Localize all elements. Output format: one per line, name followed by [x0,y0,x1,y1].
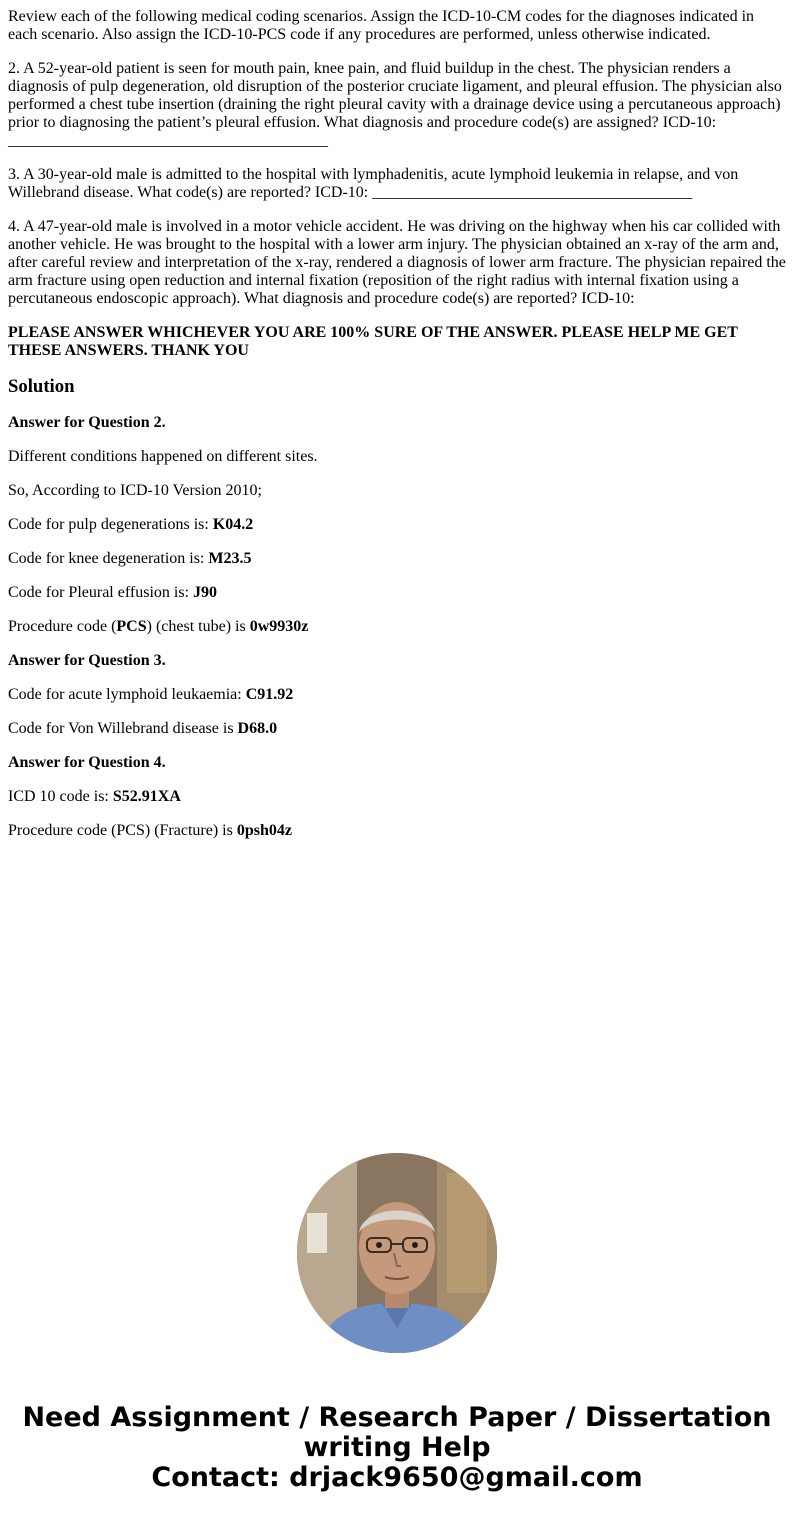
footer-line-2: writing Help [303,1432,491,1463]
icd-code: S52.91XA [112,788,181,805]
pleural-label: Code for Pleural effusion is: [8,584,194,601]
question-plea: PLEASE ANSWER WHICHEVER YOU ARE 100% SURE OF THE ANSWER. PLEASE HELP ME GET THESE ANSWERS. THANK YOU [8,324,738,359]
icd-label: ICD 10 code is: [8,788,113,805]
knee-code: M23.5 [208,550,252,567]
question-3: 3. A 30-year-old male is admitted to the hospital with lymphadenitis, acute lymphoid leukemia in relapse, and von Willebrand disease. What code(s) are reported? ICD-10: ________________________________________ [8,166,739,201]
footer-contact: Contact: drjack9650@gmail.com [151,1462,643,1493]
question-4: 4. A 47-year-old male is involved in a motor vehicle accident. He was driving on the highway when his car collided with another vehicle. He was brought to the hospital with a lower arm injury. The physician obtained an x-ray of the arm and, after careful review and interpretation of the x-ray, rendered a diagnosis of lower arm fracture. The physician repaired the arm fracture using open reduction and internal fixation (reposition of the right radius with internal fixation using a percutaneous endoscopic approach). What diagnosis and procedure code(s) are reported? ICD-10: [8,218,786,307]
author-portrait-icon [297,1153,497,1353]
answer-4-title: Answer for Question 4. [8,754,166,771]
procedure-code: 0w9930z [249,618,309,635]
pulp-code: K04.2 [212,516,254,533]
knee-label: Code for knee degeneration is: [8,550,209,567]
pulp-label: Code for pulp degenerations is: [8,516,213,533]
answer-4-procedure [8,822,786,840]
answer-2-line-2: So, According to ICD-10 Version 2010; [8,482,262,499]
answer-3-willebrand [8,720,786,738]
question-intro: Review each of the following medical coding scenarios. Assign the ICD-10-CM codes for the diagnoses indicated in each scenario. Also assign the ICD-10-PCS code if any procedures are performed, unless otherwise indicated. [8,8,755,43]
question-2: 2. A 52-year-old patient is seen for mouth pain, knee pain, and fluid buildup in the chest. The physician renders a diagnosis of pulp degeneration, old disruption of the posterior cruciate ligament, and pleural effusion. The physician also performed a chest tube insertion (draining the right pleural cavity with a drainage device using a percutaneous approach) prior to diagnosing the patient’s pleural effusion. What diagnosis and procedure code(s) are assigned? ICD-10: ________________________________________ [8,60,782,149]
answer-2-procedure [8,618,786,636]
author-avatar [297,1153,497,1353]
answer-2-line-1: Different conditions happened on different sites. [8,448,318,465]
page-content [8,8,786,856]
answer-2-pulp [8,516,786,534]
answer-2-knee [8,550,786,568]
solution-heading: Solution [8,376,75,397]
footer-ad [0,1403,794,1493]
answer-3-leukaemia [8,686,786,704]
leukaemia-label: Code for acute lymphoid leukaemia: [8,686,246,703]
answer-3-title: Answer for Question 3. [8,652,166,669]
procedure-post: ) (chest tube) is [146,618,250,635]
fracture-procedure-label: Procedure code (PCS) (Fracture) is [8,822,237,839]
leukaemia-code: C91.92 [245,686,294,703]
willebrand-code: D68.0 [237,720,278,737]
willebrand-label: Code for Von Willebrand disease is [8,720,238,737]
fracture-procedure-code: 0psh04z [236,822,292,839]
procedure-pre: Procedure code ( [8,618,117,635]
answer-2-title: Answer for Question 2. [8,414,166,431]
answer-4-icd [8,788,786,806]
pleural-code: J90 [193,584,218,601]
procedure-pcs: PCS [116,618,147,635]
footer-line-1: Need Assignment / Research Paper / Dissertation [22,1402,772,1433]
answer-2-pleural [8,584,786,602]
